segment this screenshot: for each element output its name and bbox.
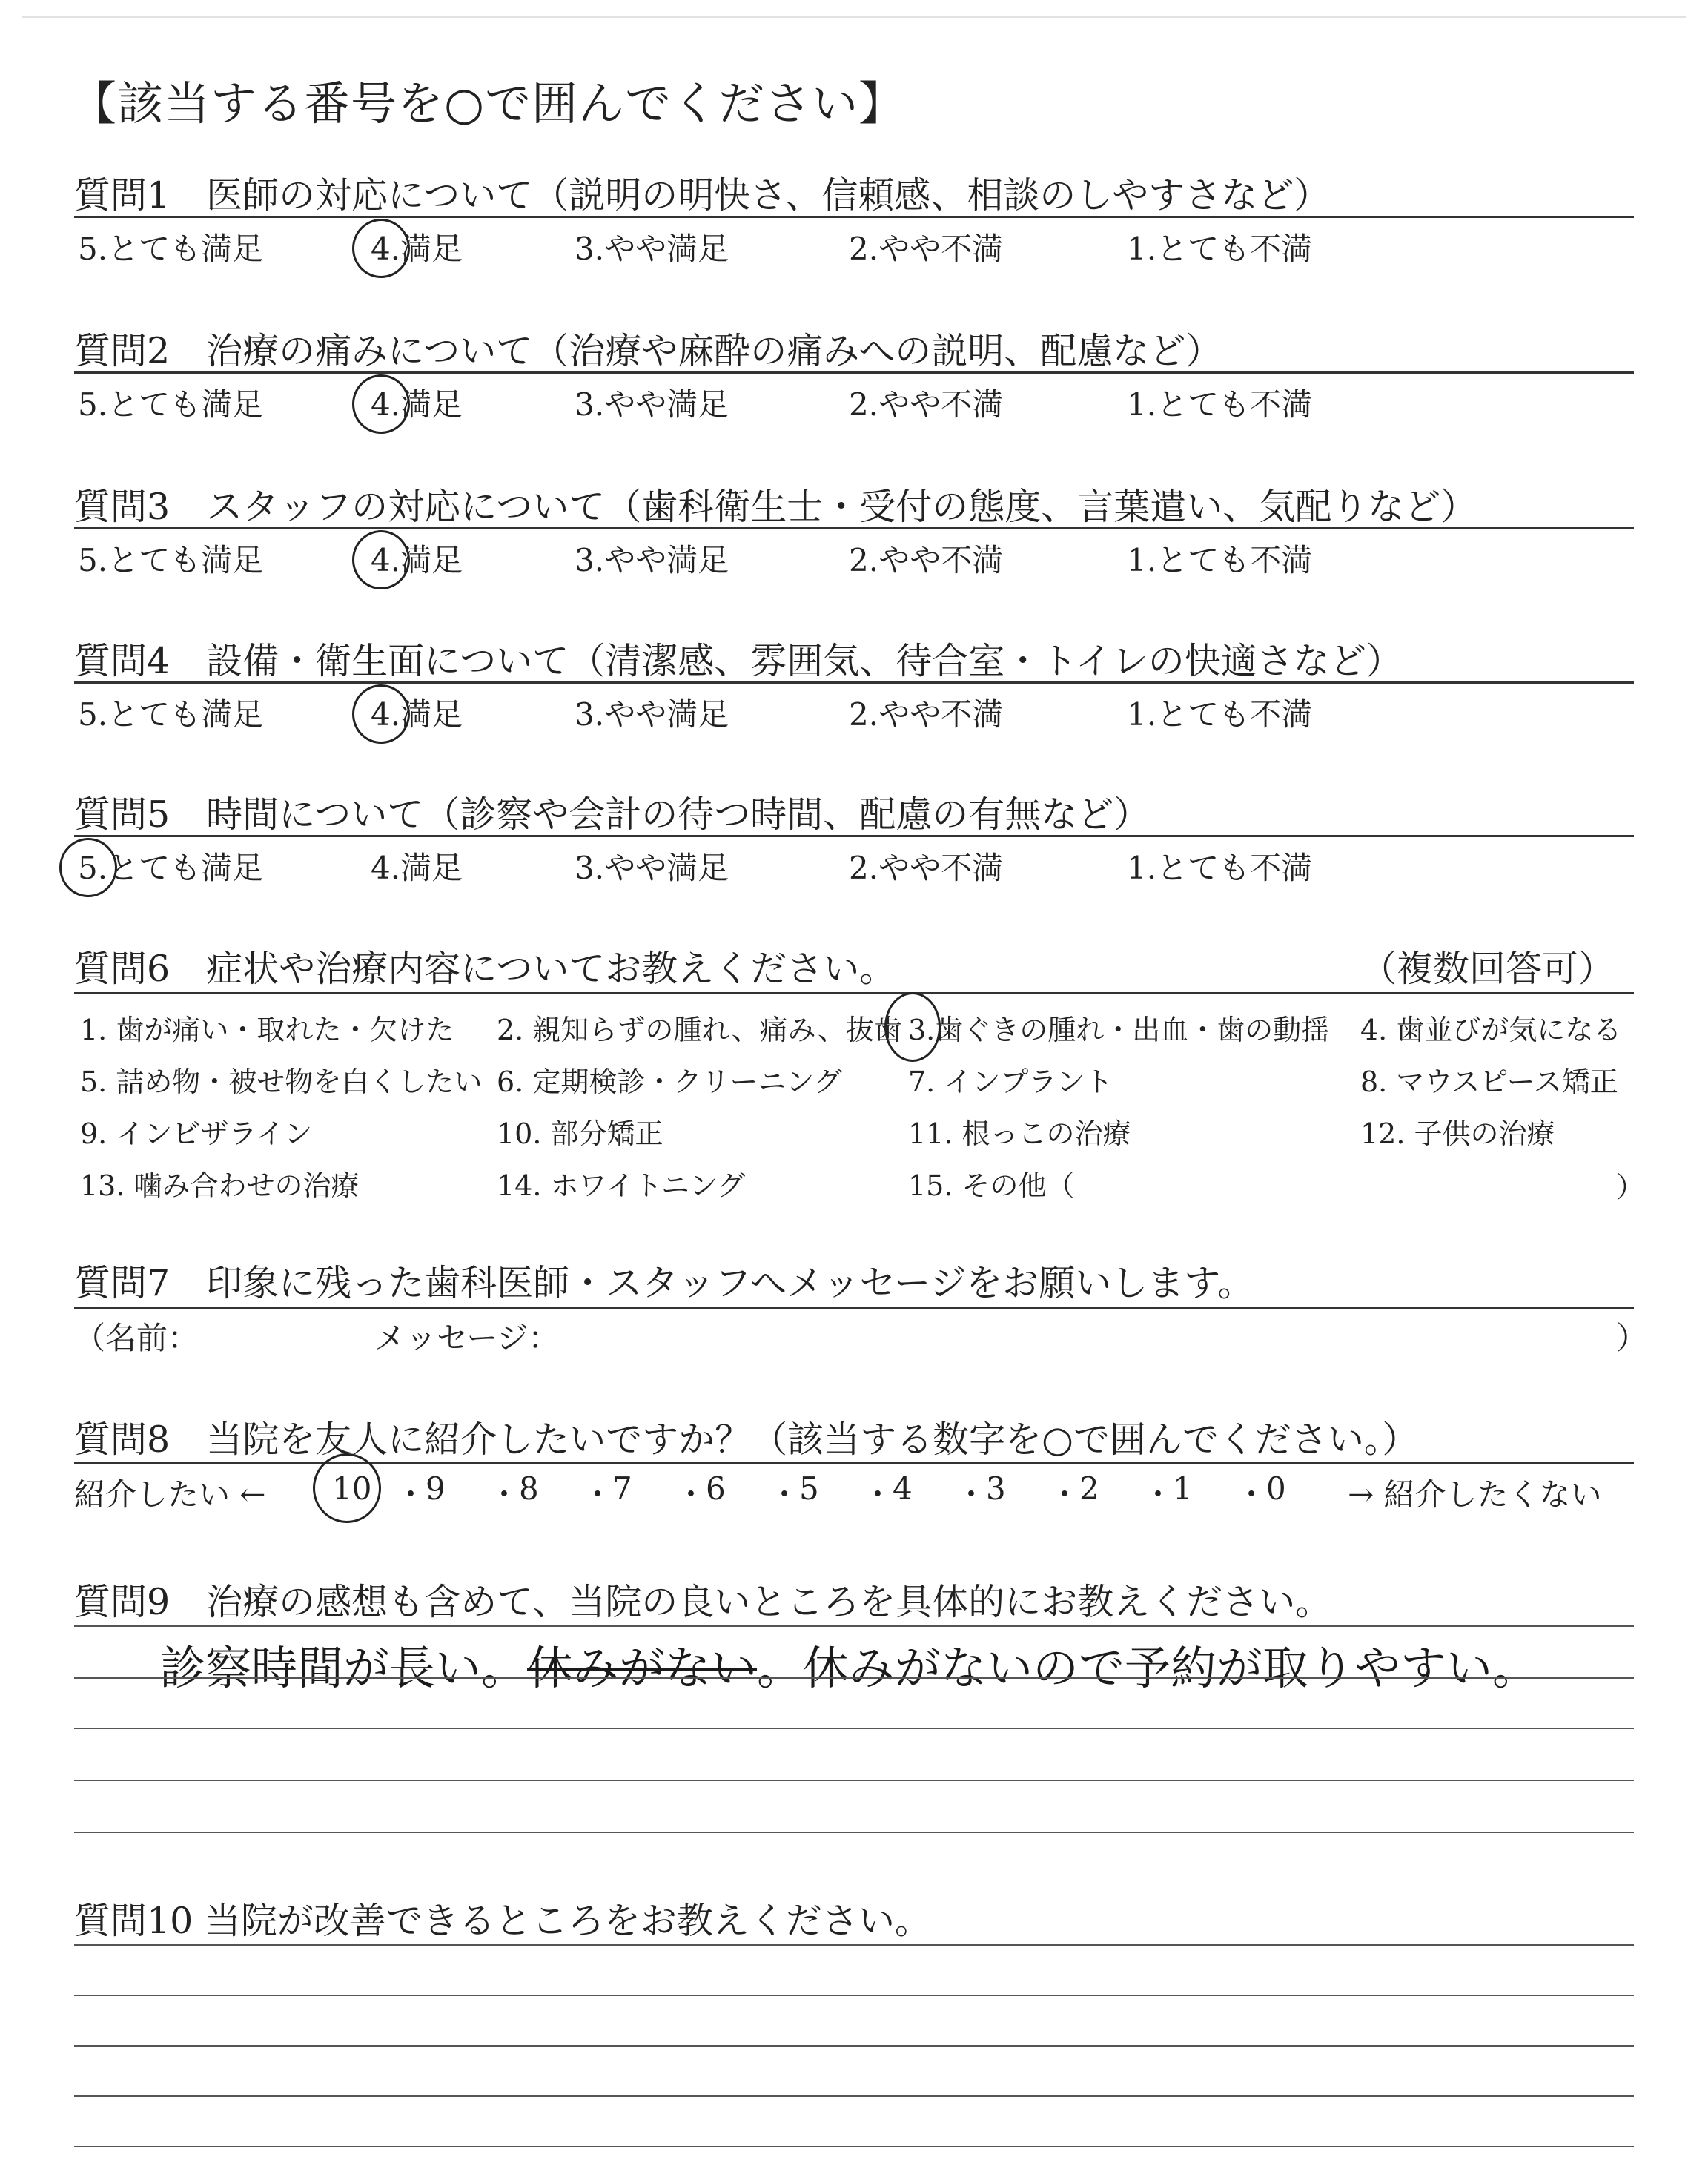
q5-rule	[74, 835, 1634, 837]
q7-title: 質問7 印象に残った歯科医師・スタッフへメッセージをお願いします。	[74, 1262, 1254, 1304]
q3-option[interactable]: 2.やや不満	[849, 542, 1004, 578]
q8-scale-separator: ・	[395, 1476, 427, 1513]
q7-rule	[74, 1307, 1634, 1309]
q10-rule-4	[74, 2095, 1634, 2097]
q8-rule	[74, 1462, 1634, 1464]
q4-title: 質問4 設備・衛生面について（清潔感、雰囲気、待合室・トイレの快適さなど）	[74, 640, 1403, 682]
q8-scale-value[interactable]: 7	[612, 1470, 632, 1507]
q5-option[interactable]: 2.やや不満	[849, 850, 1004, 886]
q7-close: ）	[1616, 1320, 1648, 1356]
q3-selection-circle	[352, 530, 410, 589]
q8-scale-value[interactable]: 5	[799, 1470, 819, 1507]
q9-rule-4	[74, 1780, 1634, 1781]
q9-handwritten-answer	[159, 1631, 1538, 1697]
q1-title: 質問1 医師の対応について（説明の明快さ、信頼感、相談のしやすさなど）	[74, 174, 1331, 217]
q6-title: 質問6 症状や治療内容についてお教えください。	[74, 948, 896, 990]
q6-option[interactable]: 7. インプラント	[908, 1066, 1113, 1098]
q9-answer-part2: 。休みがないので予約が取りやすい。	[757, 1641, 1539, 1695]
q2-option[interactable]: 1.とても不満	[1127, 386, 1313, 423]
q2-rule	[74, 371, 1634, 374]
q8-scale-separator: ・	[1236, 1476, 1268, 1513]
q3-option[interactable]: 1.とても不満	[1127, 542, 1313, 578]
q6-option[interactable]: 12. 子供の治療	[1360, 1117, 1555, 1150]
q8-selection-circle	[313, 1453, 381, 1523]
q3-title: 質問3 スタッフの対応について（歯科衛生士・受付の態度、言葉遣い、気配りなど）	[74, 486, 1477, 528]
q3-option[interactable]: 4.満足	[371, 542, 463, 578]
q2-option[interactable]: 3.やや満足	[575, 386, 729, 423]
q6-option[interactable]: 11. 根っこの治療	[908, 1117, 1131, 1150]
q7-name-label: （名前：	[74, 1320, 199, 1356]
q9-rule-5	[74, 1832, 1634, 1833]
q10-rule-2	[74, 1995, 1634, 1996]
q1-option[interactable]: 5.とても満足	[78, 231, 264, 267]
q6-option[interactable]: 2. 親知らずの腫れ、痛み、抜歯	[497, 1014, 902, 1046]
q8-scale-value[interactable]: 10	[332, 1470, 372, 1507]
q8-scale-separator: ・	[769, 1476, 801, 1513]
top-edge-line	[22, 16, 1686, 18]
q5-option[interactable]: 4.満足	[371, 850, 463, 886]
q8-scale-value[interactable]: 6	[706, 1470, 726, 1507]
q9-rule-2	[74, 1677, 1634, 1679]
q1-selection-circle	[352, 219, 410, 278]
q8-scale-value[interactable]: 3	[986, 1470, 1006, 1507]
q6-option[interactable]: 13. 噛み合わせの治療	[80, 1169, 360, 1202]
q8-scale-value[interactable]: 9	[426, 1470, 446, 1507]
q6-option[interactable]: 15. その他（	[908, 1169, 1075, 1202]
q6-option[interactable]: 10. 部分矯正	[497, 1117, 663, 1150]
q6-option[interactable]: 9. インビザライン	[80, 1117, 313, 1150]
q4-option[interactable]: 1.とても不満	[1127, 696, 1313, 733]
q8-right-label: → 紹介したくない	[1348, 1476, 1602, 1513]
q10-title: 質問10 当院が改善できるところをお教えください。	[74, 1900, 931, 1942]
q8-scale-separator: ・	[582, 1476, 614, 1513]
q8-scale-value[interactable]: 4	[893, 1470, 913, 1507]
q6-option[interactable]: 4. 歯並びが気になる	[1360, 1014, 1622, 1046]
q9-answer-part1: 診察時間が長い。	[159, 1641, 528, 1695]
q2-option[interactable]: 5.とても満足	[78, 386, 264, 423]
q1-option[interactable]: 1.とても不満	[1127, 231, 1313, 267]
q9-answer-struck: 休みがない	[527, 1641, 758, 1695]
q8-scale-value[interactable]: 1	[1173, 1470, 1193, 1507]
q9-title: 質問9 治療の感想も含めて、当院の良いところを具体的にお教えください。	[74, 1581, 1332, 1623]
q8-scale-value[interactable]: 2	[1079, 1470, 1099, 1507]
q2-option[interactable]: 4.満足	[371, 386, 463, 423]
q8-scale-separator: ・	[489, 1476, 520, 1513]
q5-option[interactable]: 5.とても満足	[78, 850, 264, 886]
q8-scale-separator: ・	[862, 1476, 894, 1513]
q6-option[interactable]: 1. 歯が痛い・取れた・欠けた	[80, 1014, 454, 1046]
q6-other-close: ）	[1616, 1171, 1645, 1203]
q8-left-label: 紹介したい ←	[74, 1476, 266, 1513]
q6-option[interactable]: 8. マウスピース矯正	[1360, 1066, 1618, 1098]
q8-scale-separator: ・	[956, 1476, 987, 1513]
q4-rule	[74, 681, 1634, 684]
q3-option[interactable]: 3.やや満足	[575, 542, 729, 578]
q6-note: （複数回答可）	[1360, 948, 1615, 990]
q9-rule-1	[74, 1625, 1634, 1627]
q4-option[interactable]: 3.やや満足	[575, 696, 729, 733]
q1-rule	[74, 216, 1634, 218]
q10-rule-5	[74, 2146, 1634, 2147]
q6-option[interactable]: 6. 定期検診・クリーニング	[497, 1066, 842, 1098]
q6-option[interactable]: 3.歯ぐきの腫れ・出血・歯の動揺	[908, 1014, 1330, 1046]
q4-option[interactable]: 5.とても満足	[78, 696, 264, 733]
q3-rule	[74, 527, 1634, 529]
q5-title: 質問5 時間について（診察や会計の待つ時間、配慮の有無など）	[74, 793, 1151, 836]
q2-option[interactable]: 2.やや不満	[849, 386, 1004, 423]
q7-message-label: メッセージ：	[374, 1320, 560, 1356]
q6-option[interactable]: 14. ホワイトニング	[497, 1169, 746, 1202]
q1-option[interactable]: 3.やや満足	[575, 231, 729, 267]
q5-option[interactable]: 3.やや満足	[575, 850, 729, 886]
q8-scale-value[interactable]: 0	[1266, 1470, 1286, 1507]
q9-rule-3	[74, 1728, 1634, 1729]
page-header: 【該当する番号を○で囲んでください】	[70, 76, 906, 131]
q6-selection-circle	[884, 992, 941, 1062]
q8-scale-value[interactable]: 8	[519, 1470, 539, 1507]
q4-selection-circle	[352, 684, 410, 744]
q10-rule-1	[74, 1944, 1634, 1946]
q2-selection-circle	[352, 374, 410, 434]
q6-option[interactable]: 5. 詰め物・被せ物を白くしたい	[80, 1066, 483, 1098]
q8-scale-separator: ・	[675, 1476, 707, 1513]
q4-option[interactable]: 2.やや不満	[849, 696, 1004, 733]
q5-option[interactable]: 1.とても不満	[1127, 850, 1313, 886]
q8-scale-separator: ・	[1049, 1476, 1081, 1513]
q6-rule	[74, 992, 1634, 994]
q3-option[interactable]: 5.とても満足	[78, 542, 264, 578]
q8-title: 質問8 当院を友人に紹介したいですか？（該当する数字を○で囲んでください。）	[74, 1418, 1419, 1461]
q2-title: 質問2 治療の痛みについて（治療や麻酔の痛みへの説明、配慮など）	[74, 330, 1222, 372]
q1-option[interactable]: 4.満足	[371, 231, 463, 267]
q10-rule-3	[74, 2045, 1634, 2047]
q4-option[interactable]: 4.満足	[371, 696, 463, 733]
q8-scale-separator: ・	[1142, 1476, 1174, 1513]
q1-option[interactable]: 2.やや不満	[849, 231, 1004, 267]
q5-selection-circle	[59, 838, 117, 897]
